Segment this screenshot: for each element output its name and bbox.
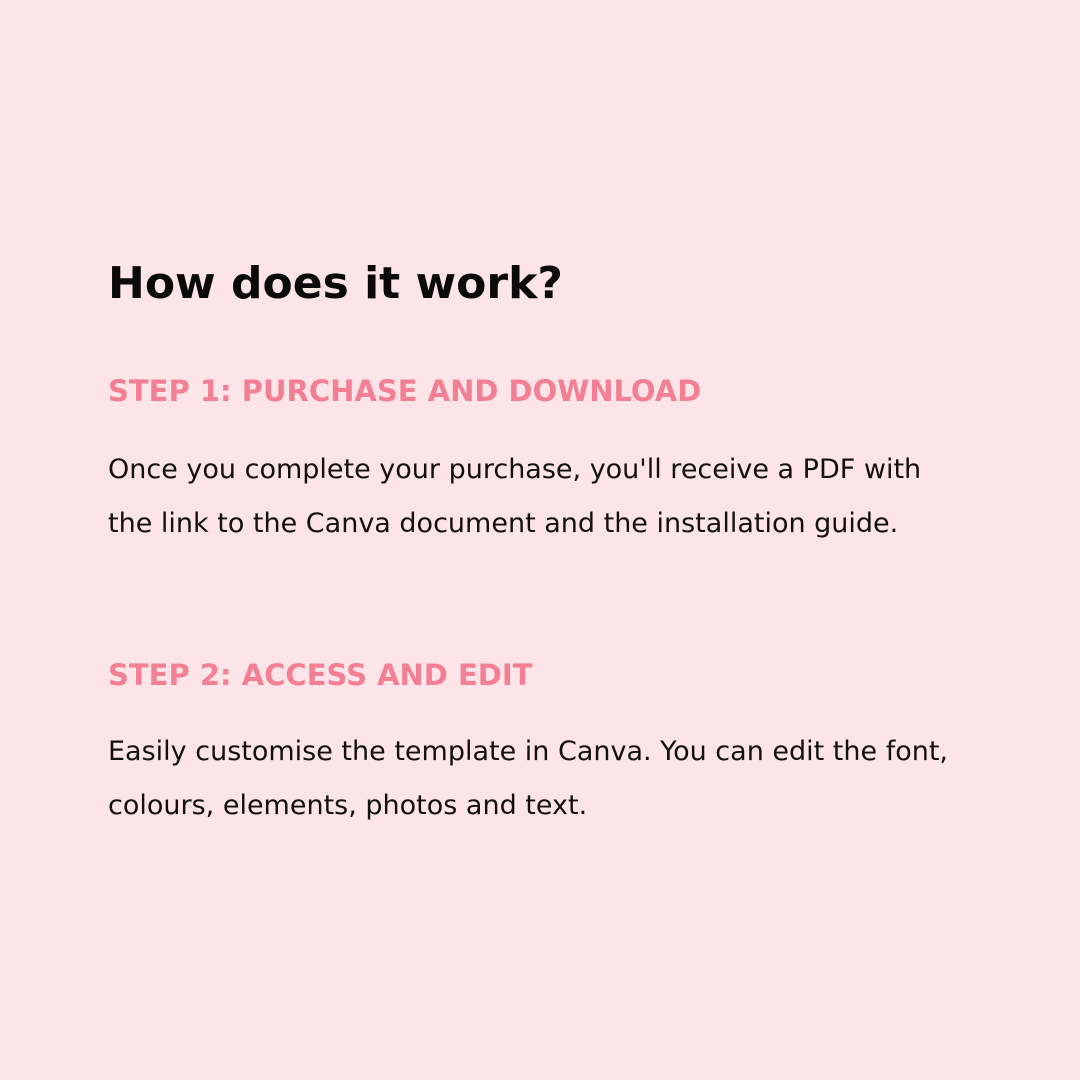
step-2-description: Easily customise the template in Canva. You can edit the font, colours, elements, photos and text. [108,736,949,821]
step-1-description: Once you complete your purchase, you'll receive a PDF with the link to the Canva document and the installation guide. [108,454,922,539]
page-title: How does it work? [108,258,563,309]
step-2-heading: STEP 2: ACCESS AND EDIT [108,658,533,692]
step-1-heading: STEP 1: PURCHASE AND DOWNLOAD [108,374,702,408]
